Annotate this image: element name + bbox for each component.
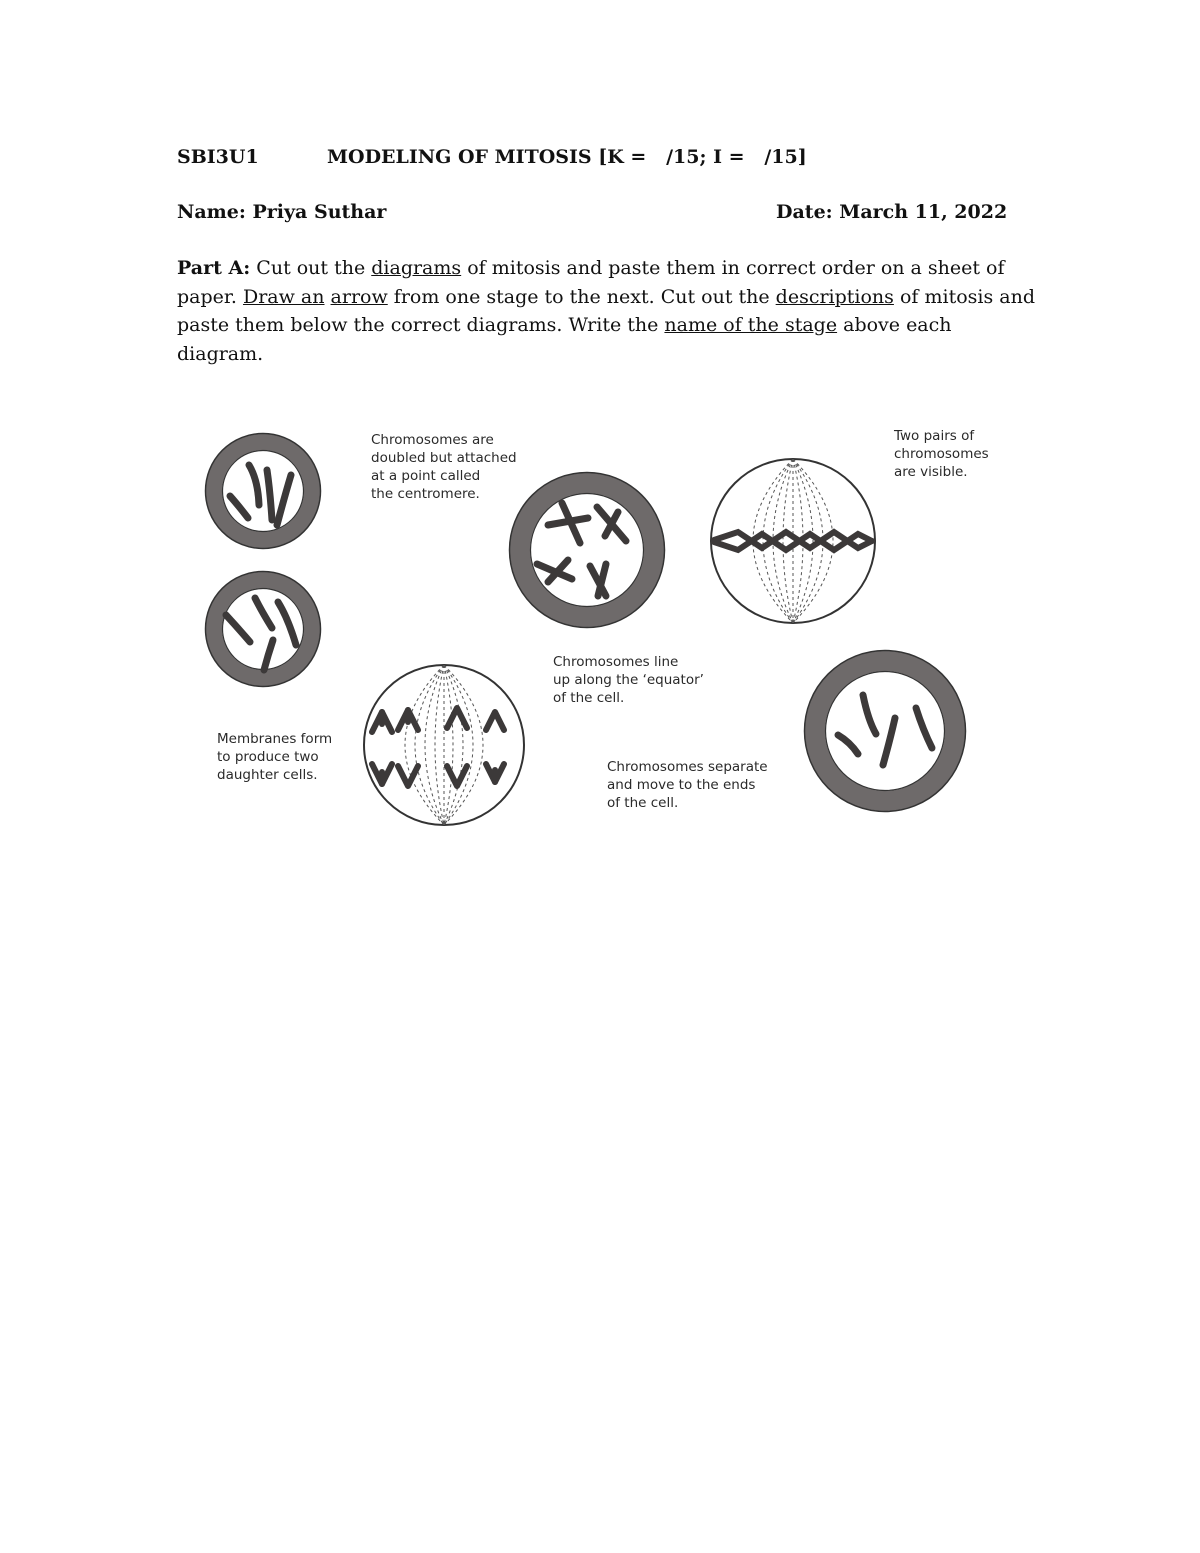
- instr-underline: arrow: [330, 285, 388, 308]
- description-line: Two pairs of: [894, 428, 975, 444]
- cell-diagram-2: [206, 572, 321, 687]
- part-label: Part A:: [177, 257, 251, 279]
- description-line: of the cell.: [607, 795, 679, 811]
- description-line: to produce two: [217, 749, 319, 765]
- cell-diagram-6: [805, 651, 966, 812]
- instr-text: Cut out the: [250, 257, 372, 279]
- instr-underline: name of the stage: [664, 314, 838, 336]
- description-line: are visible.: [894, 464, 968, 480]
- description-membranes: [217, 730, 332, 784]
- chromosomes: [838, 695, 932, 765]
- course-code: SBI3U1: [177, 146, 259, 168]
- description-line: Chromosomes line: [553, 654, 679, 670]
- cell-diagram-5: [364, 665, 524, 825]
- description-line: of the cell.: [553, 690, 625, 706]
- instr-text: from one stage to the next. Cut out the: [387, 285, 776, 308]
- description-line: doubled but attached: [371, 450, 517, 466]
- description-line: the centromere.: [371, 486, 480, 502]
- cell-diagram-4: [711, 459, 875, 623]
- description-line: chromosomes: [894, 446, 989, 462]
- description-line: and move to the ends: [607, 777, 756, 793]
- chromosomes: [230, 465, 291, 525]
- description-two-pairs: [894, 427, 989, 481]
- instr-underline: diagrams: [371, 257, 462, 279]
- cell-diagram-3: [510, 473, 665, 628]
- description-separate: [607, 758, 768, 812]
- cell-diagram-1: [206, 434, 321, 549]
- instr-text: above each diagram.: [177, 314, 952, 365]
- description-equator: [553, 653, 704, 707]
- description-line: up along the ‘equator’: [553, 672, 704, 688]
- description-line: Membranes form: [217, 731, 333, 747]
- description-line: daughter cells.: [217, 767, 318, 783]
- instr-underline: Draw an: [242, 285, 325, 308]
- description-line: Chromosomes are: [371, 432, 494, 448]
- instr-underline: descriptions: [775, 285, 894, 308]
- instr-text: of mitosis and paste them in correct order on a sheet of paper.: [177, 257, 1005, 308]
- description-centromere: [371, 431, 517, 503]
- chromosomes: [537, 503, 626, 596]
- description-line: Chromosomes separate: [607, 759, 768, 775]
- worksheet-title: MODELING OF MITOSIS [K = /15; I = /15]: [327, 146, 807, 168]
- student-name: Name: Priya Suthar: [177, 201, 387, 223]
- worksheet-date: Date: March 11, 2022: [776, 201, 1008, 223]
- instr-text: of mitosis and paste them below the correct diagrams. Write the: [177, 285, 1035, 336]
- description-line: at a point called: [371, 468, 481, 484]
